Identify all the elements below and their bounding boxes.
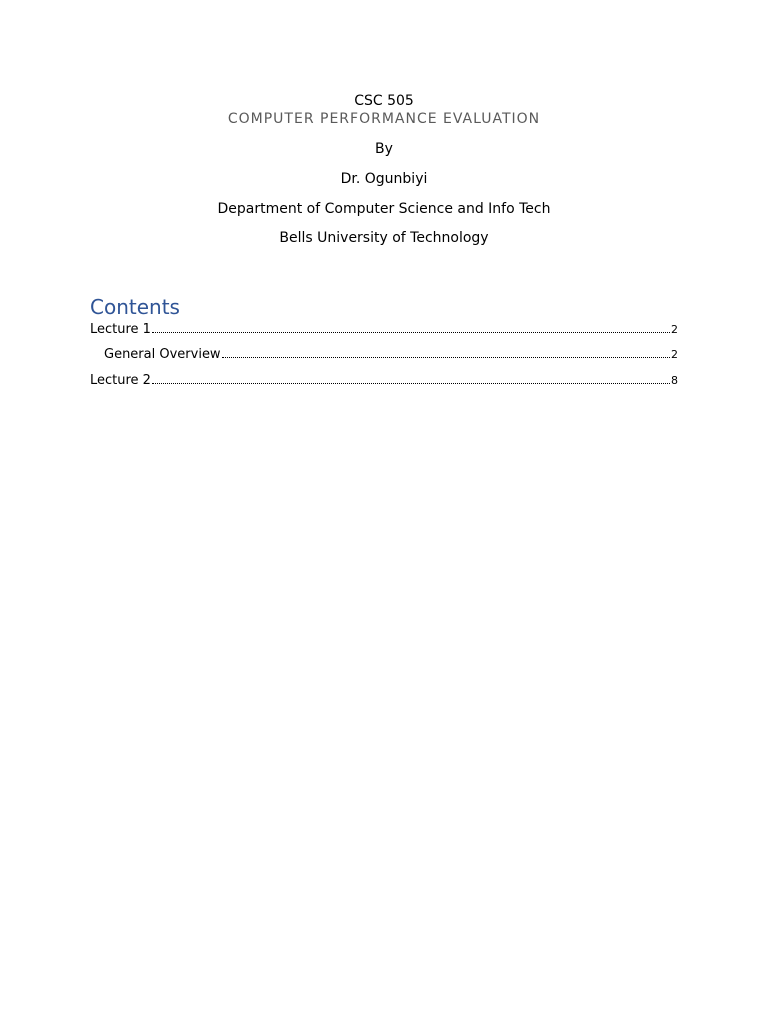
toc-entry-page: 2: [671, 323, 678, 336]
toc-entry-page: 2: [671, 348, 678, 361]
table-of-contents: [90, 295, 678, 389]
toc-entry-label: Lecture 1: [90, 322, 151, 337]
title-block: [0, 92, 768, 247]
toc-entry-page: 8: [671, 374, 678, 387]
toc-dot-leader: [152, 331, 670, 333]
toc-dot-leader: [222, 356, 670, 358]
toc-entry-lecture-2[interactable]: [90, 373, 678, 389]
toc-dot-leader: [152, 382, 670, 384]
toc-entry-lecture-1[interactable]: [90, 322, 678, 338]
by-line: By: [375, 141, 393, 157]
course-code: CSC 505: [354, 93, 414, 109]
university-name: Bells University of Technology: [279, 230, 489, 246]
toc-entry-label: Lecture 2: [90, 373, 151, 388]
department-name: Department of Computer Science and Info Tech: [217, 201, 551, 217]
author-name: Dr. Ogunbiyi: [340, 171, 428, 187]
course-title: COMPUTER PERFORMANCE EVALUATION: [227, 111, 541, 127]
toc-entry-label: General Overview: [104, 347, 221, 362]
toc-entry-general-overview[interactable]: [90, 347, 678, 363]
toc-heading: Contents: [90, 295, 180, 319]
